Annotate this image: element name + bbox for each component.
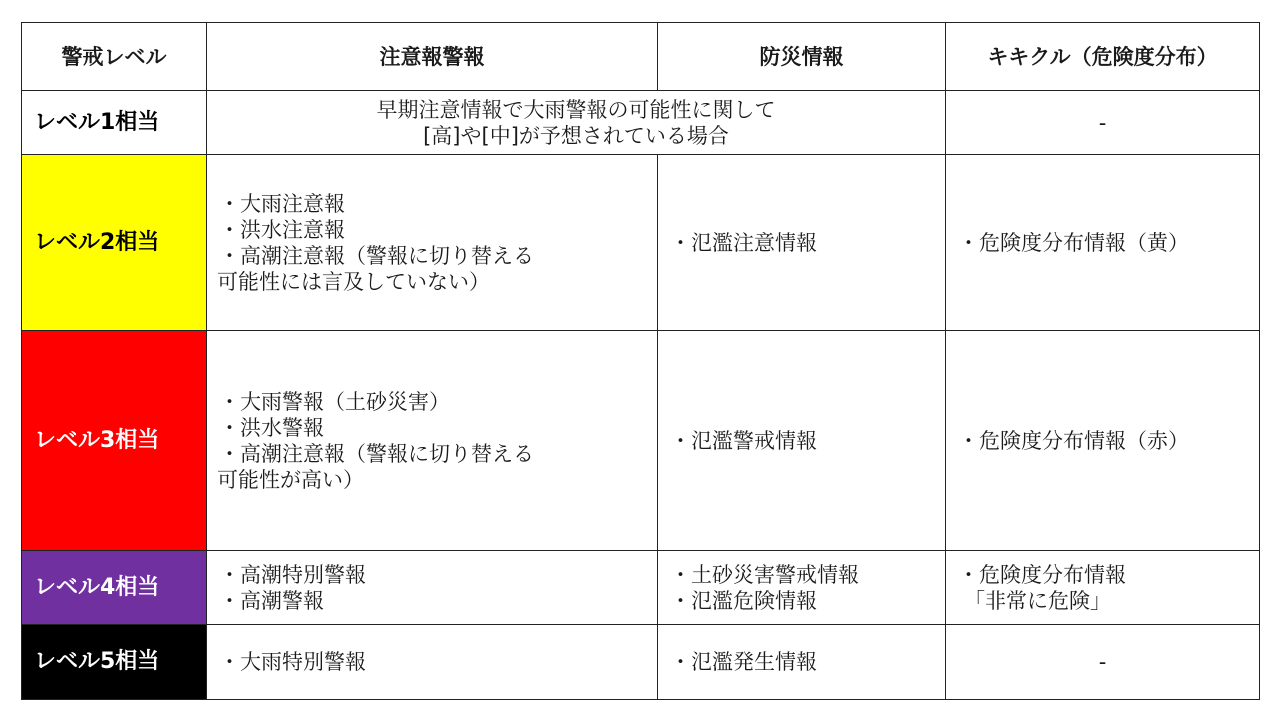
table-row-level4 — [22, 551, 1260, 625]
header-kikikuru: キキクル（危険度分布） — [946, 23, 1260, 91]
header-level: 警戒レベル — [22, 23, 207, 91]
level5-warnings: ・大雨特別警報 — [207, 625, 658, 700]
level4-disaster-info — [658, 551, 946, 625]
level1-merged-line2: [高]や[中]が予想されている場合 — [423, 123, 729, 148]
level2-warning-1: ・大雨注意報 — [219, 191, 345, 216]
level5-kikikuru: - — [946, 625, 1260, 700]
level4-kikikuru-1: ・危険度分布情報 — [958, 562, 1126, 587]
header-disaster-info: 防災情報 — [658, 23, 946, 91]
level3-kikikuru: ・危険度分布情報（赤） — [946, 331, 1260, 551]
level4-warning-2: ・高潮警報 — [219, 588, 324, 613]
level3-warning-3: ・高潮注意報（警報に切り替える — [219, 441, 534, 466]
level4-disaster-info-2: ・氾濫危険情報 — [670, 588, 817, 613]
level1-merged-cell — [207, 91, 946, 155]
header-warnings: 注意報警報 — [207, 23, 658, 91]
level4-warning-1: ・高潮特別警報 — [219, 562, 366, 587]
level2-warning-3: ・高潮注意報（警報に切り替える — [219, 243, 534, 268]
level4-warnings — [207, 551, 658, 625]
table-row-level5 — [22, 625, 1260, 700]
level5-disaster-info: ・氾濫発生情報 — [658, 625, 946, 700]
level3-disaster-info: ・氾濫警戒情報 — [658, 331, 946, 551]
level4-cell: レベル4相当 — [22, 551, 207, 625]
level1-cell: レベル1相当 — [22, 91, 207, 155]
level2-cell: レベル2相当 — [22, 155, 207, 331]
level5-cell: レベル5相当 — [22, 625, 207, 700]
level4-kikikuru — [946, 551, 1260, 625]
level3-warnings — [207, 331, 658, 551]
table-row-level1 — [22, 91, 1260, 155]
level4-kikikuru-2: 「非常に危険」 — [964, 588, 1111, 613]
level3-warning-2: ・洪水警報 — [219, 415, 324, 440]
table-row-level2 — [22, 155, 1260, 331]
level3-warning-1: ・大雨警報（土砂災害） — [219, 389, 450, 414]
level2-warning-2: ・洪水注意報 — [219, 217, 345, 242]
level1-kikikuru: - — [946, 91, 1260, 155]
level3-warning-4: 可能性が高い） — [217, 467, 364, 492]
level2-warnings — [207, 155, 658, 331]
level4-disaster-info-1: ・土砂災害警戒情報 — [670, 562, 859, 587]
level3-cell: レベル3相当 — [22, 331, 207, 551]
level2-warning-4: 可能性には言及していない） — [217, 269, 490, 294]
header-row — [22, 23, 1260, 91]
level2-kikikuru: ・危険度分布情報（黄） — [946, 155, 1260, 331]
alert-level-table — [21, 22, 1260, 700]
level1-merged-line1: 早期注意情報で大雨警報の可能性に関して — [376, 97, 776, 122]
table-row-level3 — [22, 331, 1260, 551]
level2-disaster-info: ・氾濫注意情報 — [658, 155, 946, 331]
